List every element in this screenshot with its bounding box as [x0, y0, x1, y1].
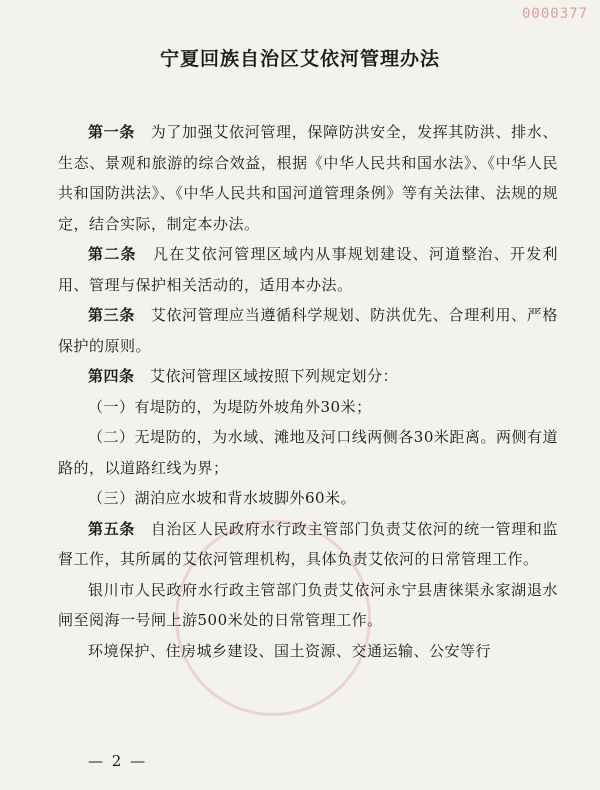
- paragraph-text: 银川市人民政府水行政主管部门负责艾依河永宁县唐徕渠永家湖退水闸至阅海一号闸上游500米处的日常管理工作。: [58, 580, 558, 629]
- article-number: 第五条: [88, 519, 136, 538]
- paragraph-text: 为了加强艾依河管理，保障防洪安全，发挥其防洪、排水、生态、景观和旅游的综合效益，根据《中华人民共和国水法》、《中华人民共和国防洪法》、《中华人民共和国河道管理条例》等有关法律、法规的规定，结合实际，制定本办法。: [58, 123, 558, 233]
- paragraph-text: 自治区人民政府水行政主管部门负责艾依河的统一管理和监督工作，其所属的艾依河管理机构，具体负责艾依河的日常管理工作。: [58, 519, 558, 568]
- paragraph: [58, 392, 558, 423]
- paragraph: [58, 422, 558, 483]
- article-number: 第四条: [88, 367, 135, 385]
- paragraph-text: （二）无堤防的，为水域、滩地及河口线两侧各30米距离。两侧有道路的，以道路红线为界；: [58, 428, 558, 477]
- page-number: — 2 —: [88, 752, 148, 770]
- paragraph-text: 凡在艾依河管理区域内从事规划建设、河道整治、开发利用、管理与保护相关活动的，适用本办法。: [58, 245, 558, 294]
- article-number: 第一条: [88, 123, 136, 141]
- paragraph-text: （一）有堤防的，为堤防外坡角外30米；: [88, 397, 372, 416]
- document-title: 宁夏回族自治区艾依河管理办法: [159, 48, 440, 70]
- article-number: 第二条: [88, 245, 137, 263]
- paragraph-text: 环境保护、住房城乡建设、国土资源、交通运输、公安等行: [88, 641, 492, 660]
- paragraph: [58, 636, 558, 667]
- paragraph: [58, 117, 558, 239]
- paragraph-text: 艾依河管理区域按照下列规定划分：: [150, 367, 399, 385]
- paragraph-text: （三）湖泊应水坡和背水坡脚外60米。: [88, 489, 357, 507]
- document-body: [58, 117, 558, 666]
- paragraph: [58, 575, 558, 636]
- paragraph: [58, 239, 558, 300]
- paragraph: [58, 483, 558, 514]
- paragraph: [58, 514, 558, 575]
- paragraph: [58, 300, 558, 361]
- document-serial-number: 0000377: [521, 6, 588, 22]
- article-number: 第三条: [88, 306, 136, 324]
- paragraph-text: 艾依河管理应当遵循科学规划、防洪优先、合理利用、严格保护的原则。: [58, 306, 558, 355]
- paragraph: [58, 361, 558, 392]
